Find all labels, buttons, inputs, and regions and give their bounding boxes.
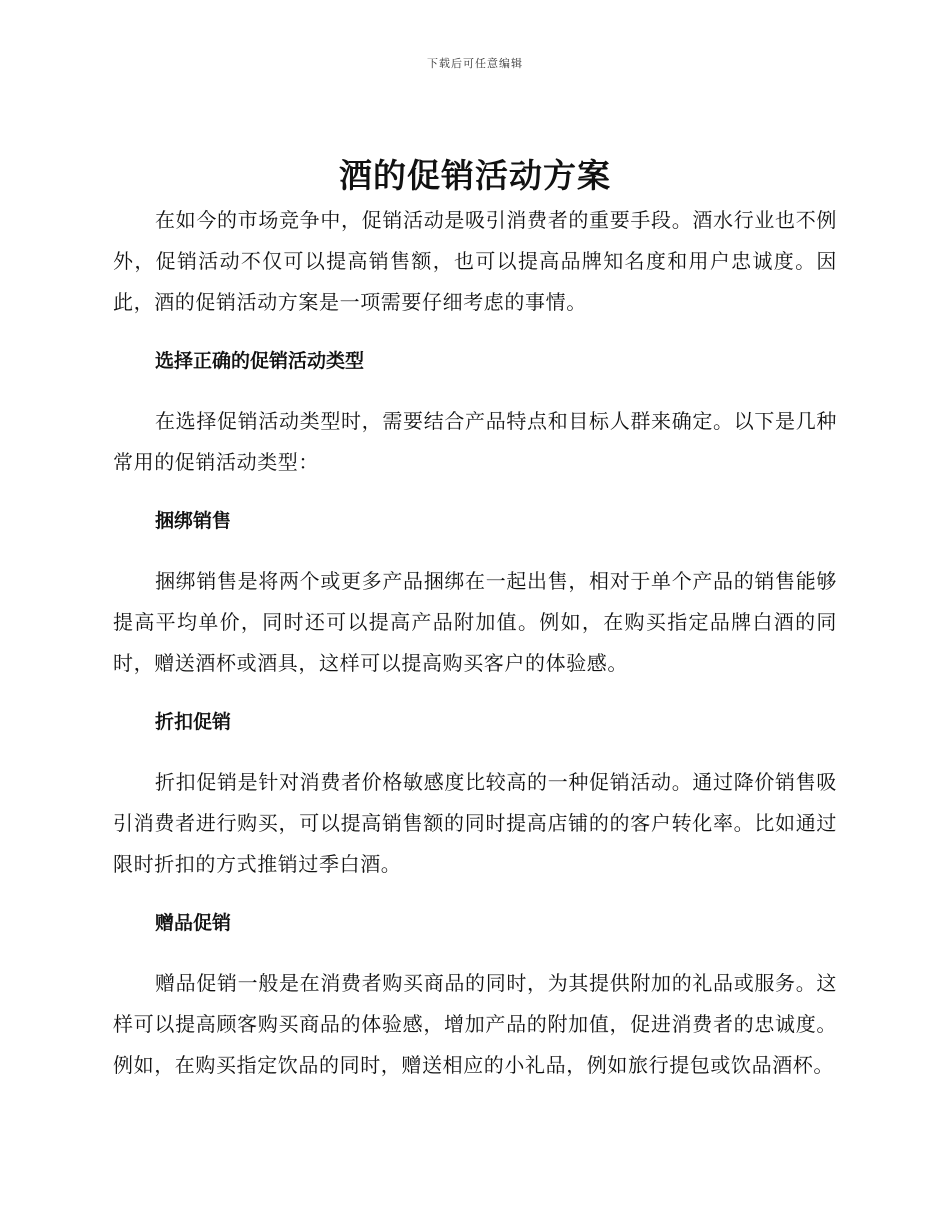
- section-heading: 捆绑销售: [155, 510, 232, 532]
- section-paragraph: 折扣促销是针对消费者价格敏感度比较高的一种促销活动。通过降价销售吸引消费者进行购买，可以提高销售额的同时提高店铺的的客户转化率。比如通过限时折扣的方式推销过季白酒。: [113, 770, 837, 876]
- document-body: [113, 200, 837, 1086]
- header-note: 下载后可任意编辑: [427, 57, 523, 70]
- intro-paragraph: 在如今的市场竞争中，促销活动是吸引消费者的重要手段。酒水行业也不例外，促销活动不仅可以提高销售额，也可以提高品牌知名度和用户忠诚度。因此，酒的促销活动方案是一项需要仔细考虑的事情。: [113, 208, 837, 314]
- section-paragraph: 在选择促销活动类型时，需要结合产品特点和目标人群来确定。以下是几种常用的促销活动类型：: [113, 409, 837, 474]
- section-heading: 折扣促销: [155, 711, 232, 733]
- section-paragraph: 赠品促销一般是在消费者购买商品的同时，为其提供附加的礼品或服务。这样可以提高顾客购买商品的体验感，增加产品的附加值，促进消费者的忠诚度。例如，在购买指定饮品的同时，赠送相应的小礼品，例如旅行提包或饮品酒杯。: [113, 971, 837, 1077]
- section-heading: 选择正确的促销活动类型: [155, 350, 365, 372]
- section-paragraph: 捆绑销售是将两个或更多产品捆绑在一起出售，相对于单个产品的销售能够提高平均单价，同时还可以提高产品附加值。例如，在购买指定品牌白酒的同时，赠送酒杯或酒具，这样可以提高购买客户的体验感。: [113, 569, 837, 675]
- document-title: 酒的促销活动方案: [339, 156, 611, 195]
- section-heading: 赠品促销: [155, 912, 232, 934]
